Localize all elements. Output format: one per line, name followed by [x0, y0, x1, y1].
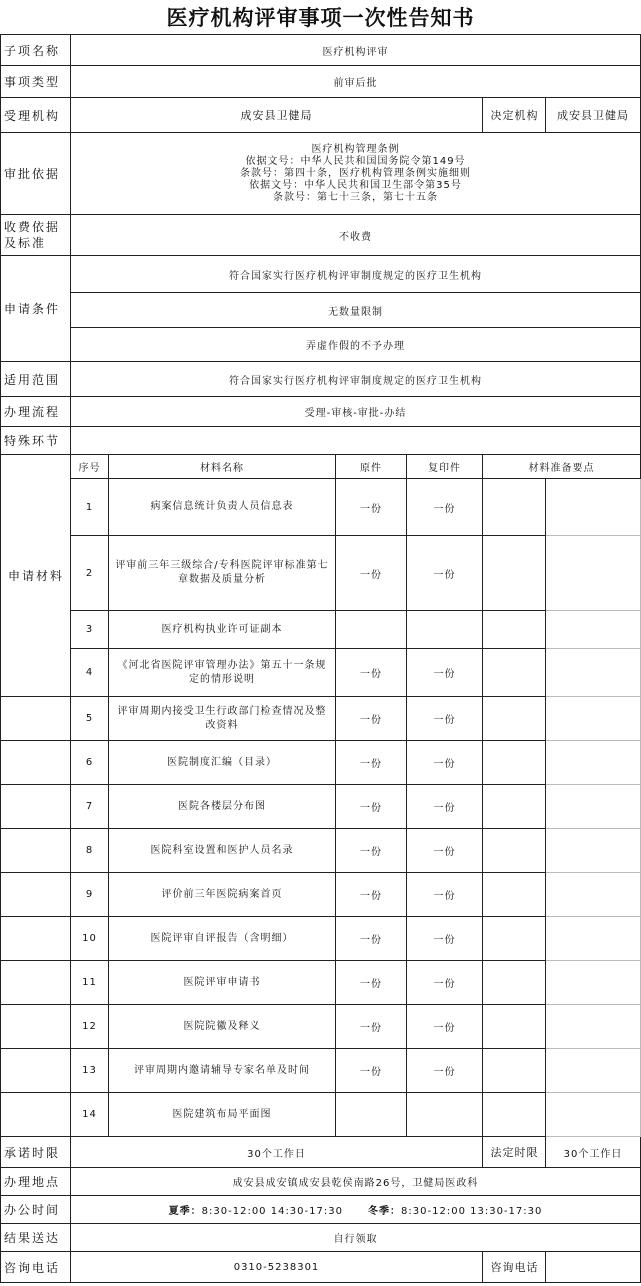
- cond-value: 符合国家实行医疗机构评审制度规定的医疗卫生机构: [71, 256, 641, 293]
- material-notes-extra: [546, 917, 641, 961]
- promise-value: 30个工作日: [71, 1137, 483, 1168]
- fee-value: 不收费: [71, 215, 641, 256]
- basis-label: 审批依据: [1, 133, 71, 215]
- material-original: 一份: [336, 917, 407, 961]
- hours-gap: [343, 1206, 368, 1217]
- material-name: 医院各楼层分布图: [109, 785, 336, 829]
- material-name: 评审周期内接受卫生行政部门检查情况及整改资料: [109, 697, 336, 741]
- material-no: 6: [71, 741, 109, 785]
- flow-value: 受理-审核-审批-办结: [71, 397, 641, 427]
- material-name: 医院制度汇编（目录）: [109, 741, 336, 785]
- material-original: 一份: [336, 829, 407, 873]
- cond-label: 申请条件: [1, 256, 71, 362]
- material-copy: 一份: [407, 961, 483, 1005]
- table-row: [1, 829, 641, 873]
- material-no: 3: [71, 611, 109, 649]
- table-row: [1, 649, 641, 697]
- promise-label: 承诺时限: [1, 1137, 71, 1168]
- special-value: [71, 427, 641, 455]
- material-copy: 一份: [407, 917, 483, 961]
- material-notes: [483, 697, 546, 741]
- scope-value: 符合国家实行医疗机构评审制度规定的医疗卫生机构: [71, 362, 641, 397]
- fee-label: 收费依据及标准: [1, 215, 71, 256]
- materials-header-row: [1, 455, 641, 479]
- materials-label-blank: [1, 785, 71, 829]
- material-name: 病案信息统计负责人员信息表: [109, 479, 336, 536]
- material-copy: 一份: [407, 829, 483, 873]
- material-original: 一份: [336, 649, 407, 697]
- materials-label-blank: [1, 697, 71, 741]
- material-original: 一份: [336, 741, 407, 785]
- material-original: 一份: [336, 961, 407, 1005]
- address-label: 办理地点: [1, 1168, 71, 1196]
- material-no: 14: [71, 1093, 109, 1137]
- hours-value: [71, 1196, 641, 1224]
- material-notes-extra: [546, 741, 641, 785]
- materials-header: 复印件: [407, 455, 483, 479]
- material-notes: [483, 741, 546, 785]
- row-address: [1, 1168, 641, 1196]
- type-value: 前审后批: [71, 66, 641, 98]
- table-row: [1, 741, 641, 785]
- material-original: 一份: [336, 479, 407, 536]
- material-copy: 一份: [407, 1005, 483, 1049]
- material-no: 13: [71, 1049, 109, 1093]
- material-name: 医院建筑布局平面图: [109, 1093, 336, 1137]
- material-name: 医院科室设置和医护人员名录: [109, 829, 336, 873]
- accept-value: 成安县卫健局: [71, 98, 483, 133]
- material-copy: [407, 1093, 483, 1137]
- material-original: 一份: [336, 536, 407, 611]
- row-flow: [1, 397, 641, 427]
- material-notes: [483, 611, 546, 649]
- materials-label-blank: [1, 1049, 71, 1093]
- delivery-label: 结果送达: [1, 1224, 71, 1252]
- table-row: [1, 917, 641, 961]
- material-no: 10: [71, 917, 109, 961]
- material-notes: [483, 785, 546, 829]
- basis-value: [71, 133, 641, 215]
- row-sub-item: [1, 35, 641, 66]
- flow-label: 办理流程: [1, 397, 71, 427]
- material-notes-extra: [546, 611, 641, 649]
- material-name: 医院评审自评报告（含明细）: [109, 917, 336, 961]
- material-copy: 一份: [407, 697, 483, 741]
- decide-label: 决定机构: [483, 98, 546, 133]
- table-row: [1, 536, 641, 611]
- material-notes: [483, 961, 546, 1005]
- material-copy: 一份: [407, 1049, 483, 1093]
- page-title: 医疗机构评审事项一次性告知书: [166, 6, 475, 30]
- material-notes-extra: [546, 1005, 641, 1049]
- row-promise: [1, 1137, 641, 1168]
- row-delivery: [1, 1224, 641, 1252]
- material-original: [336, 1093, 407, 1137]
- table-row: [1, 1005, 641, 1049]
- material-copy: 一份: [407, 741, 483, 785]
- material-name: 医疗机构执业许可证副本: [109, 611, 336, 649]
- cond-value: 弄虚作假的不予办理: [71, 328, 641, 362]
- material-notes: [483, 536, 546, 611]
- cond-value: 无数量限制: [71, 293, 641, 328]
- material-name: 评价前三年医院病案首页: [109, 873, 336, 917]
- material-notes-extra: [546, 785, 641, 829]
- material-notes-extra: [546, 649, 641, 697]
- row-phone: [1, 1252, 641, 1283]
- material-copy: 一份: [407, 649, 483, 697]
- notice-table: [0, 34, 640, 1284]
- accept-label: 受理机构: [1, 98, 71, 133]
- basis-line: 依据文号：中华人民共和国国务院令第149号: [245, 155, 466, 167]
- row-hours: [1, 1196, 641, 1224]
- summer-value: 8:30-12:00 14:30-17:30: [201, 1206, 343, 1217]
- material-notes-extra: [546, 1093, 641, 1137]
- row-cond-2: [1, 293, 641, 328]
- material-no: 11: [71, 961, 109, 1005]
- address-value: 成安县成安镇成安县乾侯南路26号，卫健局医政科: [71, 1168, 641, 1196]
- row-basis: [1, 133, 641, 215]
- materials-header: 序号: [71, 455, 109, 479]
- legal-label: 法定时限: [483, 1137, 546, 1168]
- phone2-value: [546, 1252, 641, 1283]
- type-label: 事项类型: [1, 66, 71, 98]
- table-row: [1, 785, 641, 829]
- material-no: 2: [71, 536, 109, 611]
- material-no: 1: [71, 479, 109, 536]
- material-original: [336, 611, 407, 649]
- material-original: 一份: [336, 1005, 407, 1049]
- material-notes-extra: [546, 829, 641, 873]
- decide-value: 成安县卫健局: [546, 98, 641, 133]
- material-notes: [483, 1005, 546, 1049]
- phone2-label: 咨询电话: [483, 1252, 546, 1283]
- table-row: [1, 479, 641, 536]
- material-notes: [483, 479, 546, 536]
- material-notes-extra: [546, 961, 641, 1005]
- materials-header: 原件: [336, 455, 407, 479]
- material-notes: [483, 1093, 546, 1137]
- row-cond-1: [1, 256, 641, 293]
- material-notes-extra: [546, 873, 641, 917]
- material-notes-extra: [546, 536, 641, 611]
- table-row: [1, 1049, 641, 1093]
- sub-item-value: 医疗机构评审: [71, 35, 641, 66]
- scope-label: 适用范围: [1, 362, 71, 397]
- hours-label: 办公时间: [1, 1196, 71, 1224]
- material-name: 评审周期内邀请辅导专家名单及时间: [109, 1049, 336, 1093]
- material-name: 医院评审申请书: [109, 961, 336, 1005]
- material-no: 9: [71, 873, 109, 917]
- materials-label-blank: [1, 1005, 71, 1049]
- materials-label-blank: [1, 741, 71, 785]
- material-no: 8: [71, 829, 109, 873]
- table-row: [1, 1093, 641, 1137]
- material-notes: [483, 829, 546, 873]
- row-accept: [1, 98, 641, 133]
- materials-label-blank: [1, 1093, 71, 1137]
- basis-line: 条款号：第四十条，医疗机构管理条例实施细则: [240, 167, 472, 179]
- materials-label-blank: [1, 829, 71, 873]
- material-original: 一份: [336, 697, 407, 741]
- material-no: 4: [71, 649, 109, 697]
- material-notes-extra: [546, 697, 641, 741]
- row-special: [1, 427, 641, 455]
- material-copy: 一份: [407, 536, 483, 611]
- phone-value: 0310-5238301: [71, 1252, 483, 1283]
- materials-header: 材料准备要点: [483, 455, 641, 479]
- row-type: [1, 66, 641, 98]
- row-cond-3: [1, 328, 641, 362]
- material-notes: [483, 649, 546, 697]
- basis-line: 医疗机构管理条例: [311, 143, 400, 155]
- materials-header: 材料名称: [109, 455, 336, 479]
- material-copy: 一份: [407, 785, 483, 829]
- winter-value: 8:30-12:00 13:30-17:30: [401, 1206, 543, 1217]
- basis-line: 条款号：第七十三条，第七十五条: [273, 191, 439, 203]
- material-name: 评审前三年三级综合/专科医院评审标准第七章数据及质量分析: [109, 536, 336, 611]
- row-fee: [1, 215, 641, 256]
- material-copy: 一份: [407, 479, 483, 536]
- row-scope: [1, 362, 641, 397]
- phone-label: 咨询电话: [1, 1252, 71, 1283]
- material-name: 《河北省医院评审管理办法》第五十一条规定的情形说明: [109, 649, 336, 697]
- material-no: 7: [71, 785, 109, 829]
- material-no: 12: [71, 1005, 109, 1049]
- material-no: 5: [71, 697, 109, 741]
- materials-label: 申请材料: [1, 455, 71, 697]
- table-row: [1, 961, 641, 1005]
- material-notes-extra: [546, 479, 641, 536]
- summer-label: 夏季：: [168, 1206, 202, 1217]
- table-row: [1, 611, 641, 649]
- material-name: 医院院徽及释义: [109, 1005, 336, 1049]
- sub-item-label: 子项名称: [1, 35, 71, 66]
- material-copy: 一份: [407, 873, 483, 917]
- materials-label-blank: [1, 873, 71, 917]
- material-notes: [483, 1049, 546, 1093]
- material-original: 一份: [336, 873, 407, 917]
- material-notes: [483, 917, 546, 961]
- legal-value: 30个工作日: [546, 1137, 641, 1168]
- materials-label-blank: [1, 961, 71, 1005]
- special-label: 特殊环节: [1, 427, 71, 455]
- basis-line: 依据文号：中华人民共和国卫生部令第35号: [249, 179, 462, 191]
- material-original: 一份: [336, 785, 407, 829]
- material-notes: [483, 873, 546, 917]
- materials-label-blank: [1, 917, 71, 961]
- delivery-value: 自行领取: [71, 1224, 641, 1252]
- material-original: 一份: [336, 1049, 407, 1093]
- material-copy: [407, 611, 483, 649]
- table-row: [1, 697, 641, 741]
- winter-label: 冬季：: [368, 1206, 402, 1217]
- material-notes-extra: [546, 1049, 641, 1093]
- table-row: [1, 873, 641, 917]
